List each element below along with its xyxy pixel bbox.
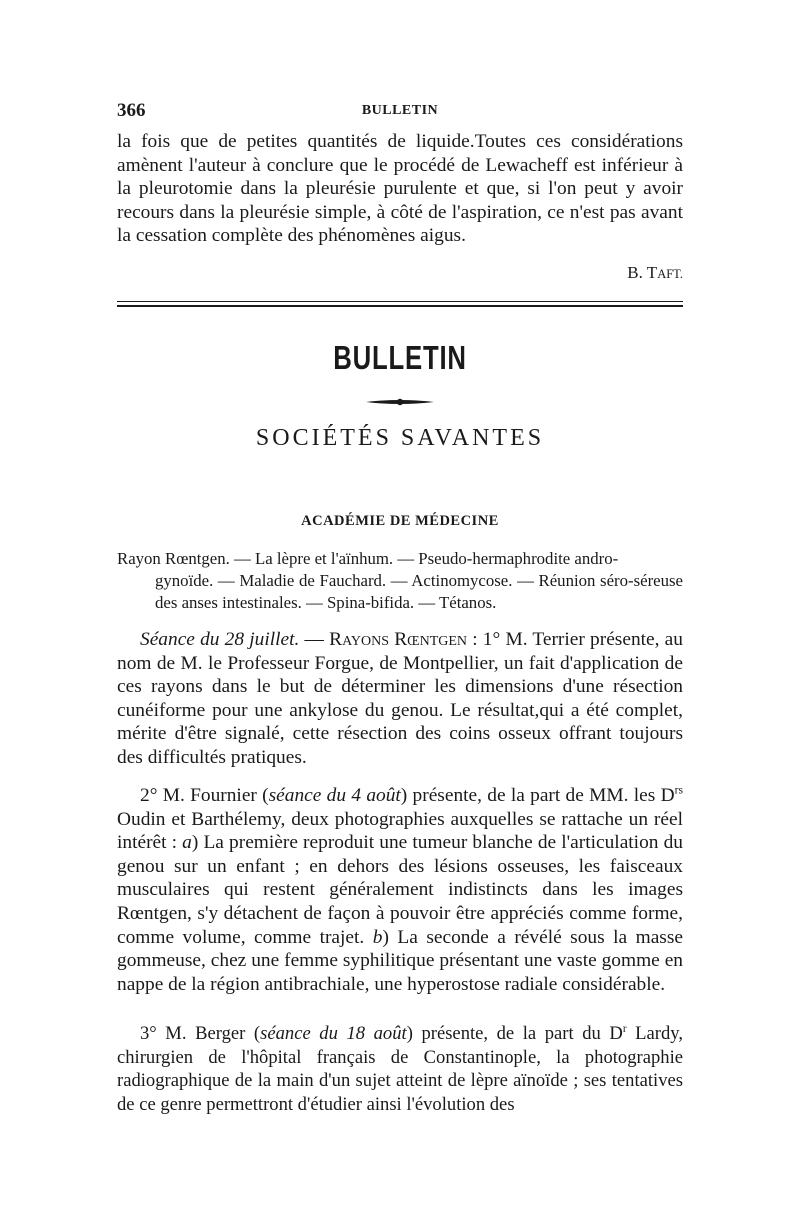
paragraph-text: : 1° M. Terrier présente, au nom de M. le Professeur Forgue, de Montpellier, un fait d'application de ces rayons dans le but de déterminer les dimensions d'une résection cunéiforme pour une ankylose du genou. Le résultat,qui a été complet, mérite d'être signalé, cette résection des coins osseux offrant toujours des difficultés pratiques.	[117, 629, 683, 768]
session-date: Séance du 28 juillet.	[140, 629, 300, 650]
summary-continuation: gynoïde. — Maladie de Fauchard. — Actinomycose. — Réunion séro-séreuse des anses intestinales. — Spina-bifida. — Tétanos.	[155, 571, 683, 612]
author-signature	[117, 263, 683, 283]
double-rule-top	[117, 301, 683, 302]
paragraph-text: Oudin et Barthélemy, deux photographies auxquelles se rattache un réel intérêt :	[117, 808, 683, 854]
dash: —	[299, 629, 330, 650]
topic-heading: Rayons Rœntgen	[329, 629, 468, 650]
session-reference: séance du 4 août	[268, 785, 401, 806]
paragraph-lead: 3° M. Berger (	[140, 1023, 261, 1044]
item-marker-a: a	[182, 832, 192, 854]
paragraph-berger	[117, 1022, 683, 1116]
session-summary	[117, 548, 683, 614]
superscript: rs	[674, 783, 683, 797]
previous-article-text: la fois que de petites quantités de liquide.Toutes ces considérations amènent l'auteur à conclure que le procédé de Lewacheff est inférieur à la pleurotomie dans la pleurésie purulente et que, si l'on peut y avoir recours dans la pleurésie simple, à côté de l'aspiration, ce n'est pas avant la cessation complète des phénomènes aigus.	[117, 131, 683, 247]
bulletin-title: BULLETIN	[333, 339, 467, 376]
superscript: r	[622, 1022, 627, 1035]
item-a-text: ) La première reproduit une tumeur blanche de l'articulation du genou sur un enfant ; en dehors des lésions osseuses, les faisceaux musculaires qui restent généralement indistincts dans les images Rœntgen, s'y détachent de façon à pouvoir être appréciés comme forme, comme volume, comme trajet.	[117, 832, 683, 948]
item-b-text: ) La seconde a révélé sous la masse gommeuse, chez une femme syphilitique présentant une vaste gomme en nappe de la région antibrachiale, une hyperostose radiale considérable.	[117, 926, 684, 995]
paragraph-lead: 2° M. Fournier (	[140, 785, 269, 806]
signature-initial: B. T	[627, 263, 658, 282]
item-marker-b: b	[372, 926, 383, 948]
page-number: 366	[117, 100, 146, 121]
summary-line-1: Rayon Rœntgen. — La lèpre et l'aïnhum. — Pseudo-hermaphrodite andro-	[117, 549, 619, 568]
section-subtitle: SOCIÉTÉS SAVANTES	[255, 425, 545, 451]
double-rule-bottom	[117, 305, 683, 307]
academy-heading: ACADÉMIE DE MÉDECINE	[301, 513, 499, 529]
running-head	[117, 100, 683, 124]
ornament-divider	[366, 398, 434, 406]
paragraph-mid: ) présente, de la part du D	[406, 1023, 623, 1044]
paragraph-rontgen-terrier	[117, 628, 683, 770]
paragraph-mid: ) présente, de la part de MM. les D	[400, 785, 675, 806]
paragraph-fournier	[117, 784, 683, 996]
paragraph-text: Lardy, chirurgien de l'hôpital français de Constantinople, la photographie radiographique de la main d'un sujet atteint de lèpre aïnoïde ; ses tentatives de ce genre permettront d'étudier ainsi l'évolution des	[117, 1023, 683, 1115]
running-title: BULLETIN	[361, 103, 439, 118]
session-reference: séance du 18 août	[260, 1023, 407, 1044]
signature-rest: AFT.	[657, 267, 683, 281]
